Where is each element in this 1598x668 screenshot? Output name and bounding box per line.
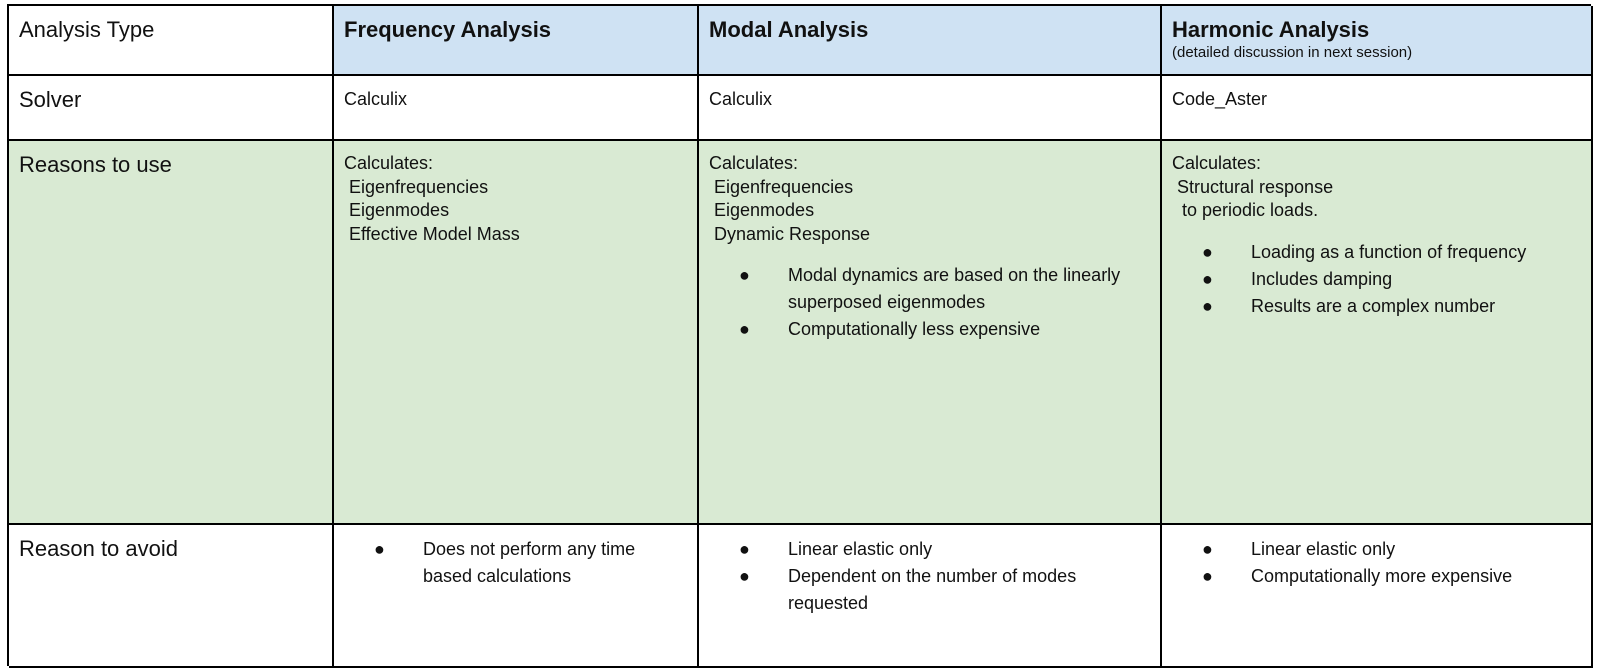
calculates-line: Dynamic Response <box>709 223 871 244</box>
comparison-table <box>7 4 1591 666</box>
calculates-line: Eigenfrequencies <box>344 176 489 197</box>
bullet-text: Linear elastic only <box>1251 539 1396 559</box>
harmonic-analysis-note: (detailed discussion in next session) <box>1172 44 1413 61</box>
bullet-item <box>1172 293 1581 320</box>
calculates-line: Calculates: <box>1172 153 1262 173</box>
calculates-list <box>1172 152 1581 223</box>
bullet-item <box>1172 239 1581 266</box>
reasons-bullet-list <box>1172 239 1581 320</box>
analysis-type-label: Analysis Type <box>19 17 155 42</box>
solver-harmonic-cell <box>1162 76 1593 141</box>
solver-modal-cell <box>699 76 1162 141</box>
bullet-item <box>1172 266 1581 293</box>
avoid-bullet-list <box>709 536 1150 617</box>
calculates-line: Structural response <box>1172 176 1334 197</box>
bullet-item <box>1172 563 1581 590</box>
bullet-dot-icon: ● <box>374 539 385 559</box>
modal-analysis-heading: Modal Analysis <box>709 17 869 42</box>
header-modal-cell <box>699 6 1162 76</box>
avoid-bullet-list <box>1172 536 1581 590</box>
bullet-text: Linear elastic only <box>788 539 933 559</box>
bullet-dot-icon: ● <box>1202 268 1213 289</box>
calculates-line: Eigenfrequencies <box>709 176 854 197</box>
solver-value: Code_Aster <box>1172 89 1268 109</box>
solver-value: Calculix <box>709 89 773 109</box>
bullet-item <box>709 536 1150 563</box>
harmonic-analysis-heading: Harmonic Analysis <box>1172 17 1370 42</box>
bullet-text: Computationally less expensive <box>788 319 1041 339</box>
calculates-list <box>709 152 1150 246</box>
reasons-bullet-list <box>709 262 1150 343</box>
reason-to-avoid-label: Reason to avoid <box>19 536 178 561</box>
calculates-line: Effective Model Mass <box>344 223 520 244</box>
reasons-modal-cell <box>699 141 1162 525</box>
calculates-list <box>344 152 687 246</box>
header-label-cell <box>9 6 334 76</box>
bullet-dot-icon: ● <box>1202 539 1213 559</box>
bullet-dot-icon: ● <box>1202 241 1213 262</box>
reasons-frequency-cell <box>334 141 699 525</box>
avoid-harmonic-cell <box>1162 525 1593 668</box>
reasons-to-use-label: Reasons to use <box>19 152 172 177</box>
avoid-frequency-cell <box>334 525 699 668</box>
reasons-harmonic-cell <box>1162 141 1593 525</box>
bullet-text: Results are a complex number <box>1251 295 1496 316</box>
avoid-modal-cell <box>699 525 1162 668</box>
calculates-line: Eigenmodes <box>344 200 450 220</box>
solver-label: Solver <box>19 87 82 112</box>
bullet-dot-icon: ● <box>739 566 750 586</box>
bullet-item <box>709 262 1150 316</box>
solver-label-cell <box>9 76 334 141</box>
frequency-analysis-heading: Frequency Analysis <box>344 17 552 42</box>
bullet-text: Computationally more expensive <box>1251 566 1513 586</box>
bullet-text: Modal dynamics are based on the linearly superposed eigenmodes <box>788 265 1121 312</box>
avoid-bullet-list <box>344 536 687 590</box>
bullet-dot-icon: ● <box>739 539 750 559</box>
solver-frequency-cell <box>334 76 699 141</box>
calculates-line: Calculates: <box>709 153 799 173</box>
bullet-item <box>709 316 1150 343</box>
bullet-dot-icon: ● <box>739 319 750 339</box>
solver-value: Calculix <box>344 89 408 109</box>
bullet-text: Includes damping <box>1251 268 1393 289</box>
bullet-text: Dependent on the number of modes requested <box>788 566 1077 613</box>
bullet-dot-icon: ● <box>1202 566 1213 586</box>
bullet-item <box>1172 536 1581 563</box>
bullet-dot-icon: ● <box>1202 295 1213 316</box>
reasons-to-use-label-cell <box>9 141 334 525</box>
header-frequency-cell <box>334 6 699 76</box>
calculates-line: to periodic loads. <box>1172 200 1319 220</box>
bullet-item <box>709 563 1150 617</box>
calculates-line: Calculates: <box>344 153 434 173</box>
bullet-dot-icon: ● <box>739 265 750 285</box>
bullet-item <box>344 536 687 590</box>
reason-to-avoid-label-cell <box>9 525 334 668</box>
bullet-text: Loading as a function of frequency <box>1251 241 1527 262</box>
header-harmonic-cell <box>1162 6 1593 76</box>
bullet-text: Does not perform any time based calculations <box>423 539 636 586</box>
calculates-line: Eigenmodes <box>709 200 815 220</box>
